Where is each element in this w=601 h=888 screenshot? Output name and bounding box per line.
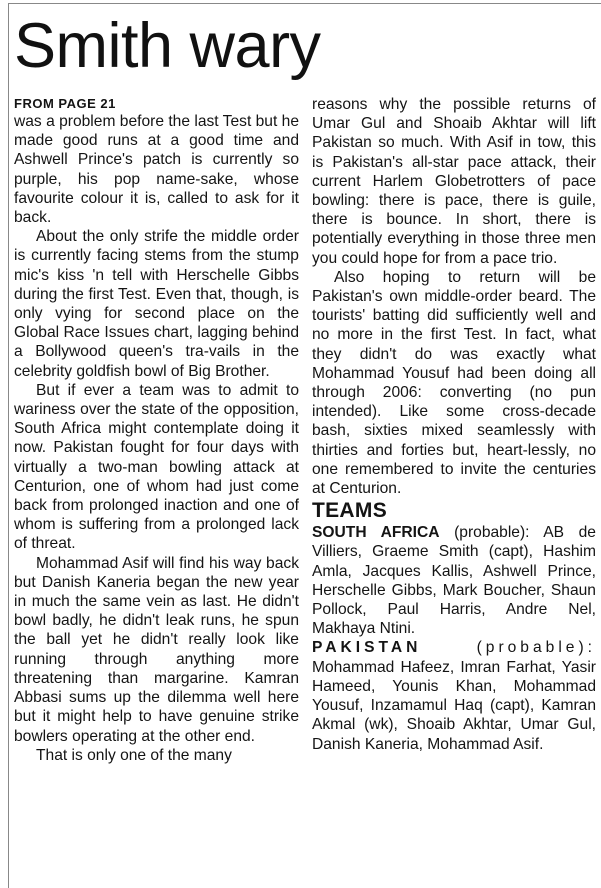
headline: Smith wary bbox=[14, 11, 321, 81]
continuation-kicker: FROM PAGE 21 bbox=[14, 96, 116, 111]
teams-heading: TEAMS bbox=[312, 499, 387, 523]
paragraph: But if ever a team was to admit to wariness over the state of the opposition, South Africa might contemplate doing it now. Pakistan fought for four days with virtually a two-man bowling attack at Centurion, one of whom had just come back from prolonged inaction and one of whom is suffering from a prolonged lack of threat. bbox=[14, 381, 299, 553]
team-players: Mohammad Hafeez, Imran Farhat, Yasir Hameed, Younis Khan, Mohammad Yousuf, Inzamamul Haq (capt), Kamran Akmal (wk), Shoaib Akhtar, Umar Gul, Danish Kaneria, Mohammad Asif. bbox=[312, 658, 596, 753]
left-column bbox=[14, 95, 299, 878]
team-note: (probable): bbox=[476, 639, 596, 657]
team-note: (probable): bbox=[454, 524, 530, 542]
team-pakistan bbox=[312, 638, 596, 753]
team-players: AB de Villiers, Graeme Smith (capt), Hashim Amla, Jacques Kallis, Ashwell Prince, Herschelle Gibbs, Mark Boucher, Shaun Pollock, Paul Harris, Andre Nel, Makhaya Ntini. bbox=[312, 524, 596, 638]
paragraph: That is only one of the many bbox=[36, 746, 232, 764]
right-column bbox=[312, 95, 596, 878]
team-south-africa bbox=[312, 523, 596, 638]
team-name: PAKISTAN bbox=[312, 639, 422, 657]
clipping-top-rule bbox=[8, 3, 601, 4]
team-name: SOUTH AFRICA bbox=[312, 524, 440, 542]
clipping-left-rule bbox=[8, 3, 9, 888]
paragraph: was a problem before the last Test but he made good runs at a good time and Ashwell Prince's patch is currently so purple, his pop name-sake, whose favourite colour it is, called to ask for it back. bbox=[14, 113, 299, 227]
paragraph: Also hoping to return will be Pakistan's own middle-order beard. The tourists' batting did sufficiently well and no more in the first Test. In fact, what they didn't do was exactly what Mohammad Yousuf had been doing all through 2006: converting (no pun intended). Like some cross-decade bash, sixties mixed seamlessly with thirties and forties but, heart-lessly, no one remembered to invite the centuries at Centurion. bbox=[312, 268, 596, 498]
paragraph: Mohammad Asif will find his way back but Danish Kaneria began the new year in much the same vein as last. He didn't bowl badly, he didn't leak runs, he spun the ball yet he didn't really look like running through anything more threatening than margarine. Kamran Abbasi sums up the dilemma well here but it might help to have genuine strike bowlers operating at the other end. bbox=[14, 554, 299, 745]
paragraph: reasons why the possible returns of Umar Gul and Shoaib Akhtar will lift Pakistan so much. With Asif in tow, this is Pakistan's all-star pace attack, their current Harlem Globetrotters of pace bowling: there is pace, there is guile, there is bounce. In short, there is potentially everything in those three men you could hope for from a pace trio. bbox=[312, 96, 596, 267]
paragraph: About the only strife the middle order is currently facing stems from the stump mic's kiss 'n tell with Herschelle Gibbs during the first Test. Even that, though, is only vying for second place on the Global Race Issues chart, lagging behind a Bollywood queen's tra-vails in the celebrity goldfish bowl of Big Brother. bbox=[14, 228, 299, 380]
